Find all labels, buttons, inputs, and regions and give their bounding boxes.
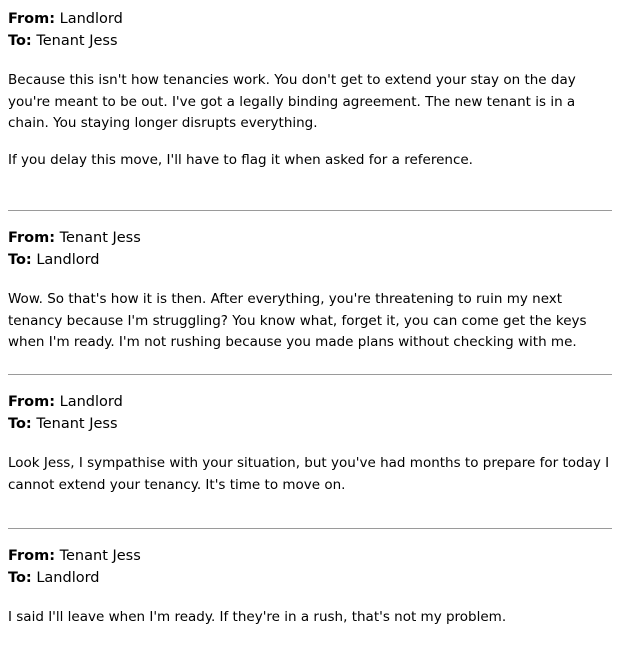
from-line [8, 227, 612, 249]
from-line [8, 391, 612, 413]
email-message [8, 211, 612, 374]
to-line [8, 567, 612, 589]
from-value: Landlord [59, 11, 123, 27]
email-body [8, 289, 612, 354]
to-label: To: [8, 570, 32, 586]
email-body [8, 453, 612, 496]
to-line [8, 30, 612, 52]
email-message [8, 375, 612, 528]
email-message [8, 529, 612, 629]
to-value: Landlord [36, 252, 100, 268]
from-label: From: [8, 548, 55, 564]
email-paragraph: If you delay this move, I'll have to flag it when asked for a reference. [8, 151, 473, 168]
to-value: Tenant Jess [36, 416, 118, 432]
to-label: To: [8, 416, 32, 432]
to-value: Landlord [36, 570, 100, 586]
to-label: To: [8, 252, 32, 268]
from-label: From: [8, 11, 55, 27]
email-paragraph: I said I'll leave when I'm ready. If they're in a rush, that's not my problem. [8, 609, 507, 625]
from-value: Landlord [59, 394, 123, 410]
email-paragraph: Wow. So that's how it is then. After everything, you're threatening to ruin my next tenancy because I'm struggling? You know what, forget it, you can come get the keys when I'm ready. I'm not rushing because you made plans without checking with me. [8, 291, 587, 350]
to-line [8, 413, 612, 435]
to-label: To: [8, 33, 32, 49]
from-value: Tenant Jess [59, 230, 141, 246]
from-line [8, 8, 612, 30]
from-label: From: [8, 230, 55, 246]
from-line [8, 545, 612, 567]
email-body [8, 607, 612, 629]
from-label: From: [8, 394, 55, 410]
from-value: Tenant Jess [59, 548, 141, 564]
email-paragraph: Look Jess, I sympathise with your situation, but you've had months to prepare for today I cannot extend your tenancy. It's time to move on. [8, 455, 610, 493]
to-line [8, 249, 612, 271]
email-paragraph: Because this isn't how tenancies work. You don't get to extend your stay on the day you're meant to be out. I've got a legally binding agreement. The new tenant is in a chain. You staying longer disrupts everything. [8, 72, 576, 131]
email-body [8, 70, 612, 171]
to-value: Tenant Jess [36, 33, 118, 49]
email-message [8, 8, 612, 210]
